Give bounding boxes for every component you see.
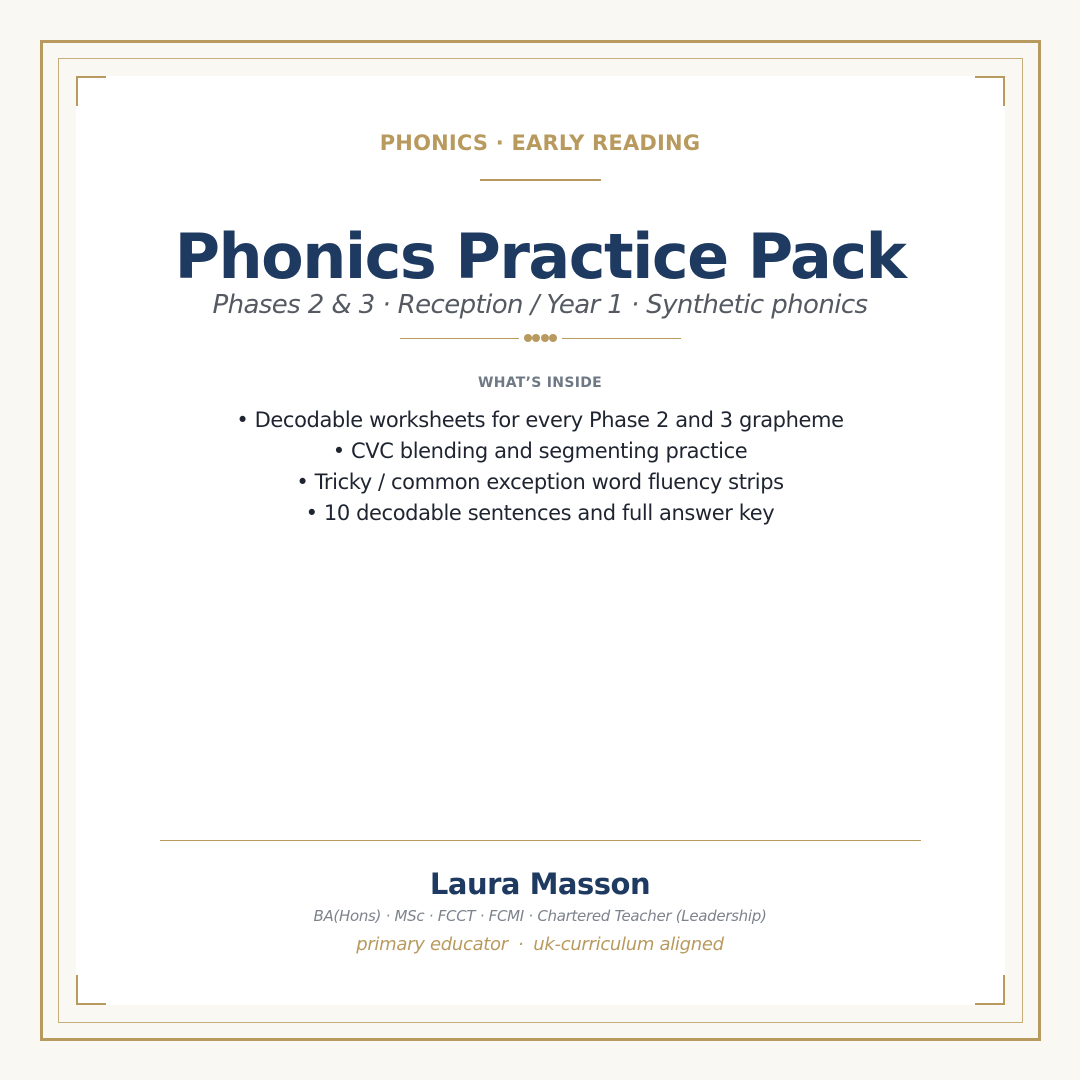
- corner-ornament-bottom-right: [975, 975, 1005, 1005]
- content-card: [76, 76, 1005, 1005]
- contents-list-item: • Decodable worksheets for every Phase 2 and 3 grapheme: [0, 405, 1080, 436]
- tagline-curriculum: uk-curriculum aligned: [533, 934, 724, 955]
- author-name: Laura Masson: [429, 867, 651, 901]
- corner-ornament-bottom-left: [76, 975, 106, 1005]
- contents-heading: WHAT’S INSIDE: [477, 375, 603, 391]
- contents-list-item: • Tricky / common exception word fluency strips: [0, 467, 1080, 498]
- corner-ornament-top-right: [975, 76, 1005, 106]
- corner-ornament-top-left: [76, 76, 106, 106]
- eyebrow-underline: [480, 179, 601, 181]
- divider-line-right: [562, 338, 681, 339]
- contents-list-item: • CVC blending and segmenting practice: [0, 436, 1080, 467]
- tagline-role: primary educator: [356, 934, 508, 955]
- author-tagline: [0, 934, 1080, 955]
- category-eyebrow: PHONICS · EARLY READING: [379, 131, 701, 155]
- tagline-separator: ·: [517, 934, 524, 955]
- divider-dots-ornament: [524, 334, 557, 342]
- ornament-dot: [549, 334, 557, 342]
- ornament-dot: [524, 334, 532, 342]
- ornament-dot: [532, 334, 540, 342]
- author-credentials: BA(Hons) · MSc · FCCT · FCMI · Chartered Teacher (Leadership): [313, 907, 767, 925]
- page-title: Phonics Practice Pack: [174, 220, 906, 293]
- ornament-dot: [541, 334, 549, 342]
- contents-list-item: • 10 decodable sentences and full answer key: [0, 498, 1080, 529]
- page-subtitle: Phases 2 & 3 · Reception / Year 1 · Synthetic phonics: [212, 290, 868, 320]
- footer-divider: [160, 840, 921, 841]
- divider-line-left: [400, 338, 519, 339]
- contents-list: [0, 405, 1080, 529]
